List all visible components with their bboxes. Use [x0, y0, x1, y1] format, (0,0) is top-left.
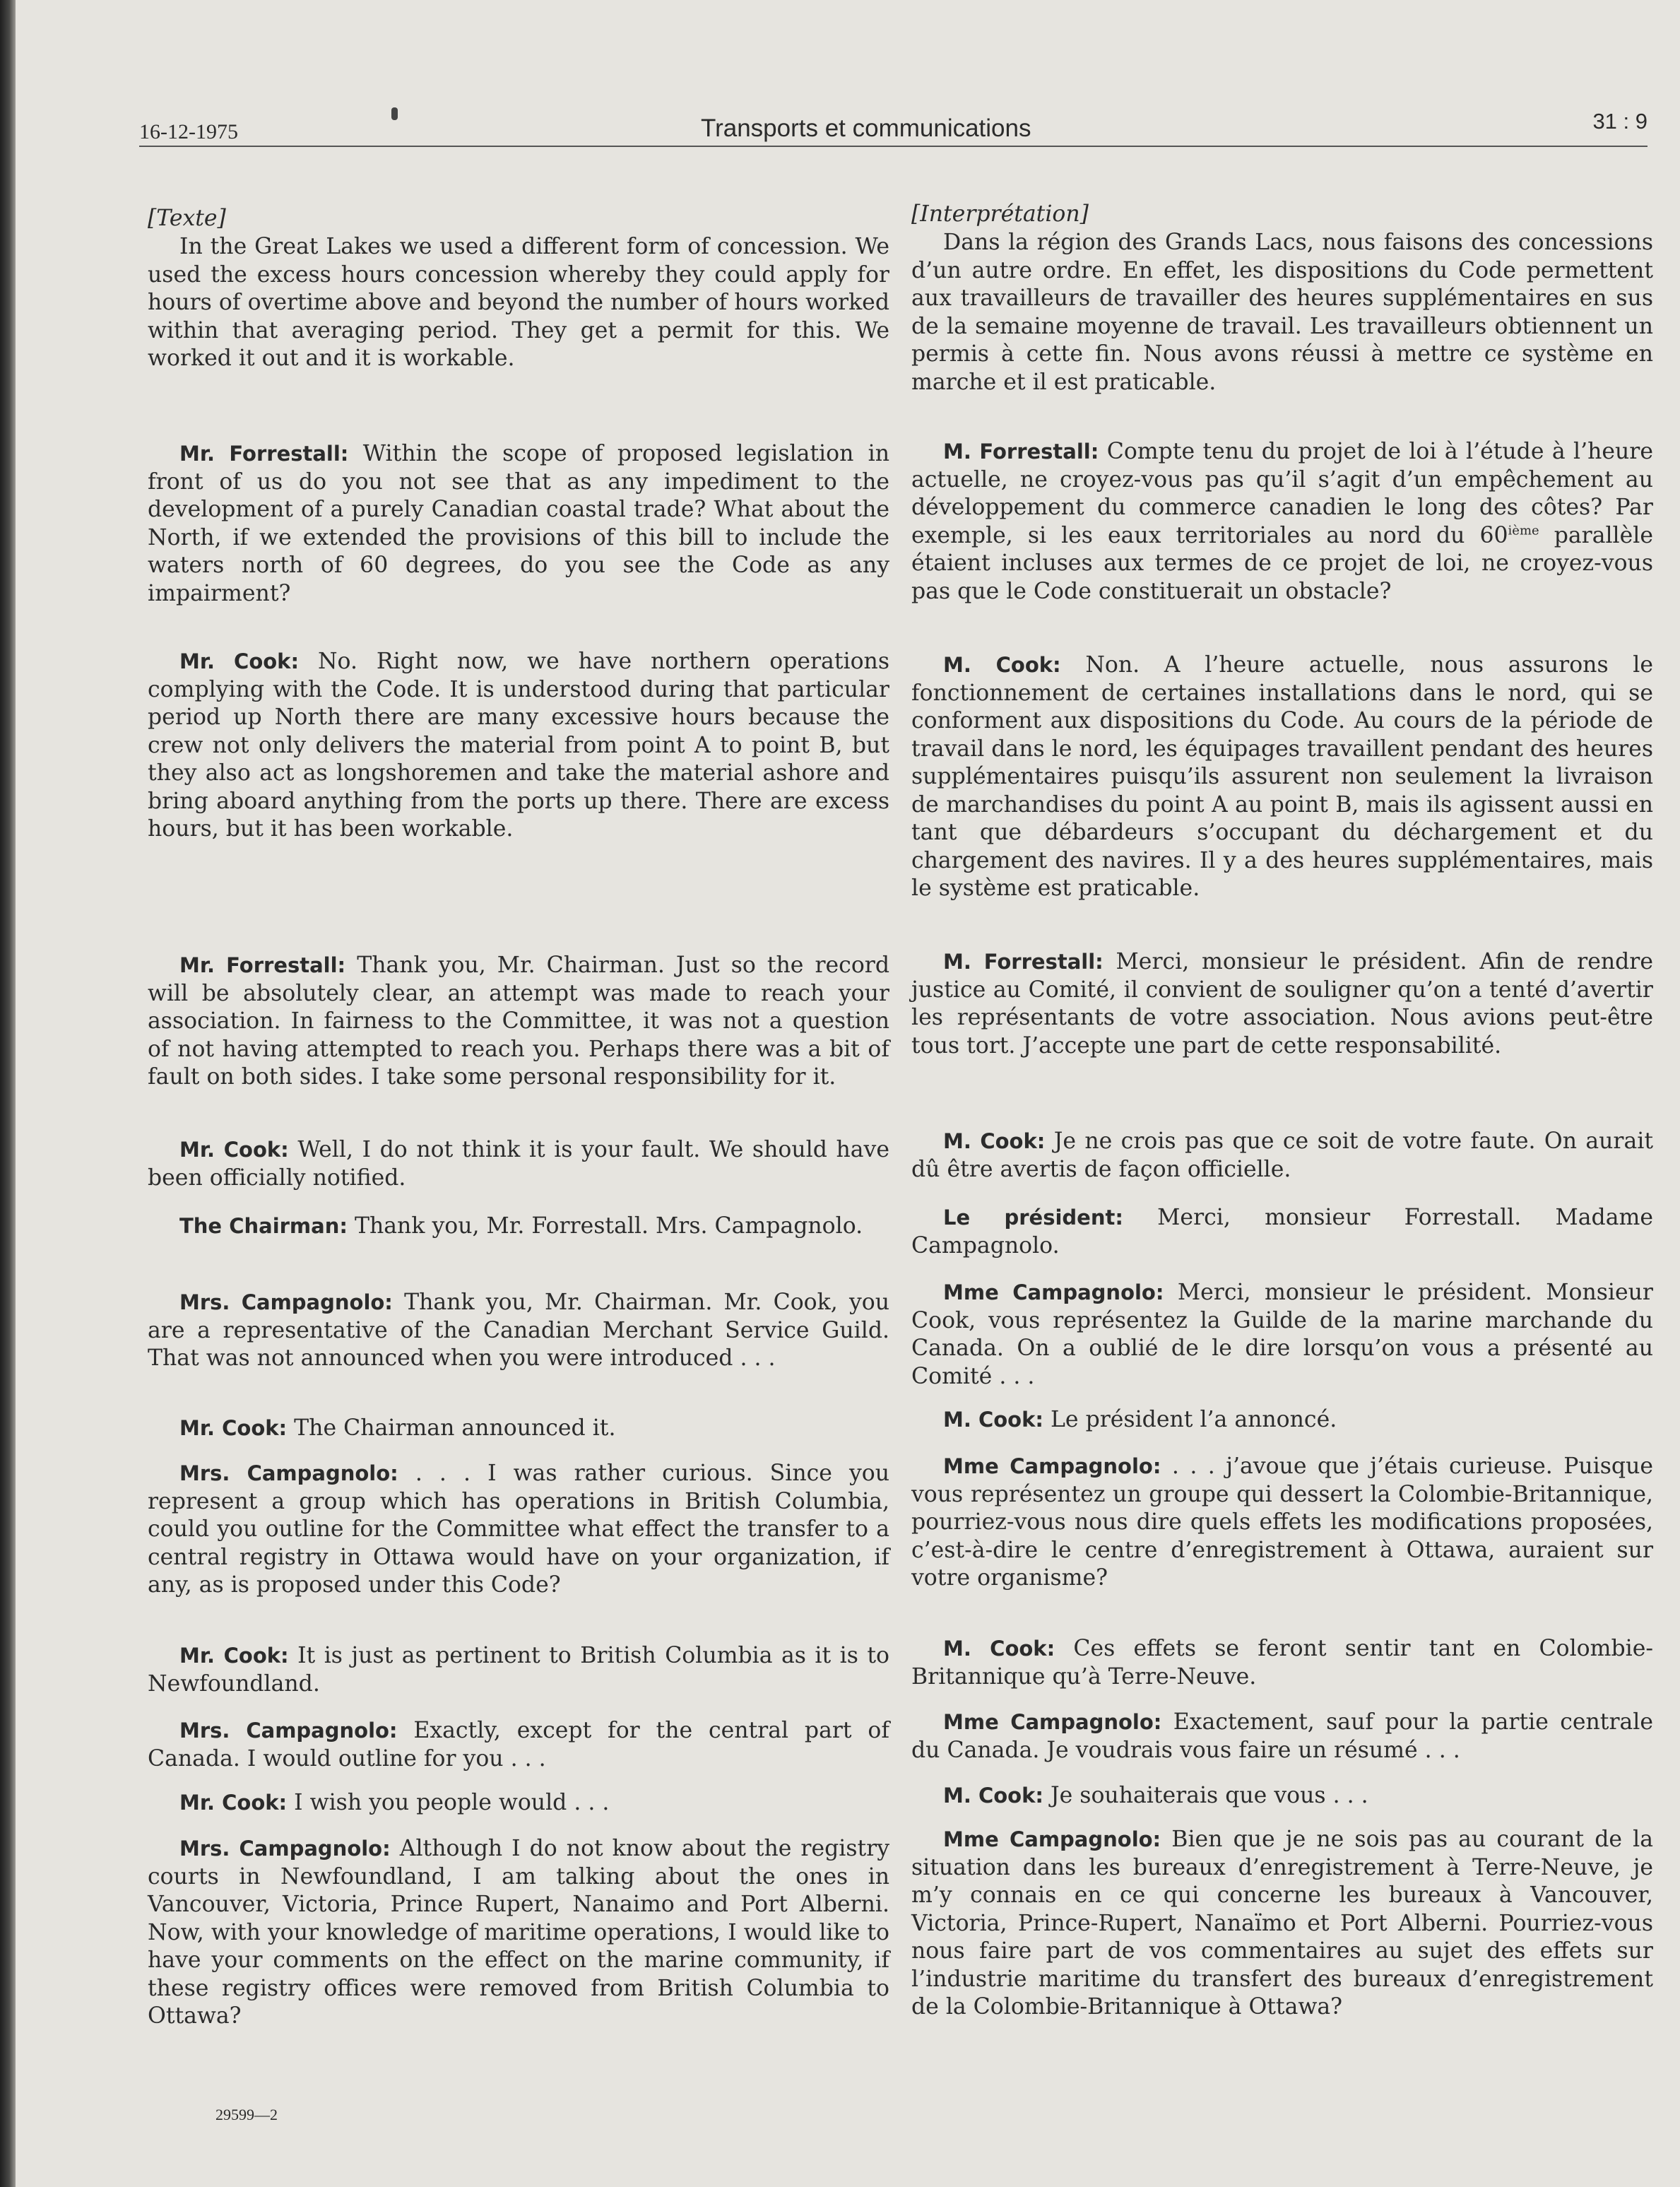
paragraph: [911, 1128, 1653, 1184]
paragraph-text: Je ne crois pas que ce soit de votre faute. On aurait dû être avertis de façon officielle.: [911, 1128, 1654, 1182]
speaker-name: Mrs. Campagnolo:: [179, 1290, 393, 1314]
paragraph: [148, 233, 889, 373]
speaker-name: Mr. Cook:: [179, 1644, 289, 1668]
speaker-name: Mr. Cook:: [179, 1791, 288, 1815]
paragraph: [148, 952, 889, 1092]
speaker-name: Mme Campagnolo:: [943, 1710, 1162, 1734]
paragraph-text: Exactly, except for the central part of Canada. I would outline for you . . .: [148, 1718, 889, 1772]
paragraph-text: Within the scope of proposed legislation in front of us do you not see that as any impediment to the development of a purely Canadian coastal trade? What about the North, if we extended the provisions of this bill to include the waters north of 60 degrees, do you see the Code as any impairment?: [148, 441, 890, 606]
speaker-name: Mr. Forrestall:: [179, 442, 349, 466]
header-date: 16-12-1975: [139, 120, 238, 143]
paragraph: [148, 648, 889, 844]
speaker-name: M. Forrestall:: [943, 440, 1099, 464]
header-title: Transports et communications: [701, 114, 1031, 142]
paragraph-text: It is just as pertinent to British Columbia as it is to Newfoundland.: [148, 1643, 889, 1697]
section-label-texte: [Texte]: [148, 206, 226, 231]
paragraph-text: Dans la région des Grands Lacs, nous faisons des concessions d’un autre ordre. En effet, les dispositions du Code permettent aux travailleurs de travailler des heures supplémentaires en sus de la semaine moyenne de travail. Les travailleurs obtiennent un permis à cette fin. Nous avons réussi à mettre ce système en marche et il est praticable.: [911, 230, 1653, 395]
paragraph: [148, 1136, 889, 1192]
paragraph-text: No. Right now, we have northern operations complying with the Code. It is understood during that particular period up North there are many excessive hours because the crew not only delivers the material from point A to point B, but they also act as longshoremen and take the material ashore and bring aboard anything from the ports up there. There are excess hours, but it has been workable.: [148, 649, 889, 842]
ordinal-superscript: ième: [1508, 523, 1539, 538]
paragraph-text: Ces effets se feront sentir tant en Colombie-Britannique qu’à Terre-Neuve.: [911, 1636, 1654, 1690]
speaker-name: Mrs. Campagnolo:: [179, 1719, 398, 1743]
paragraph: [911, 1406, 1653, 1434]
paragraph: [148, 1642, 889, 1698]
speaker-name: M. Cook:: [943, 1637, 1055, 1661]
paragraph-text: Exactement, sauf pour la partie centrale du Canada. Je voudrais vous faire un résumé . . .: [911, 1709, 1654, 1763]
paragraph: [148, 1835, 889, 2031]
paragraph-text: Bien que je ne sois pas au courant de la situation dans les bureaux d’enregistrement à Terre-Neuve, je m’y connais en ce qui concerne les bureaux à Vancouver, Victoria, Prince-Rupert, Nanaïmo et Port Alberni. Pourriez-vous nous faire part de vos commentaires au sujet des effets sur l’industrie maritime du transfert des bureaux d’enregistrement de la Colombie-Britannique à Ottawa?: [911, 1827, 1653, 2020]
speaker-name: Mrs. Campagnolo:: [179, 1837, 391, 1861]
speaker-name: Mr. Forrestall:: [179, 953, 346, 977]
paragraph: [148, 440, 889, 608]
speaker-name: Mme Campagnolo:: [943, 1280, 1164, 1304]
paragraph: [148, 1289, 889, 1373]
paragraph: [148, 1789, 889, 1817]
paragraph: [148, 1415, 889, 1443]
ink-mark: [391, 107, 398, 120]
paragraph-text: Thank you, Mr. Chairman. Just so the record will be absolutely clear, an attempt was made to reach your association. In fairness to the Committee, it was not a question of not having attempted to reach you. Perhaps there was a bit of fault on both sides. I take some personal responsibility for it.: [148, 953, 889, 1090]
paragraph: [911, 438, 1653, 606]
paragraph-text: Thank you, Mr. Chairman. Mr. Cook, you are a representative of the Canadian Merchant Service Guild. That was not announced when you were introduced . . .: [148, 1290, 889, 1371]
paragraph: [911, 1782, 1653, 1810]
speaker-name: M. Cook:: [943, 1129, 1046, 1153]
paragraph-text: Merci, monsieur le président. Afin de rendre justice au Comité, il convient de souligner qu’on a tenté d’avertir les représentants de votre association. Nous avions peut-être tous tort. J’accepte une part de cette responsabilité.: [911, 949, 1654, 1059]
paragraph: [911, 948, 1653, 1060]
paragraph-text: Thank you, Mr. Forrestall. Mrs. Campagnolo.: [354, 1213, 863, 1239]
paragraph-text: Merci, monsieur Forrestall. Madame Campagnolo.: [911, 1205, 1653, 1258]
paragraph-text: I wish you people would . . .: [294, 1790, 610, 1815]
paragraph-text: . . . I was rather curious. Since you represent a group which has operations in British Columbia, could you outline for the Committee what effect the transfer to a central registry in Ottawa would have on your organization, if any, as is proposed under this Code?: [148, 1461, 889, 1598]
paragraph-text: Je souhaiterais que vous . . .: [1051, 1783, 1368, 1808]
paragraph: [148, 1460, 889, 1600]
page: [16, 0, 1680, 2187]
paragraph: [911, 229, 1653, 396]
paragraph-text: In the Great Lakes we used a different form of concession. We used the excess hours concession whereby they could apply for hours of overtime above and beyond the number of hours worked within that averaging period. They get a permit for this. We worked it out and it is workable.: [148, 234, 889, 371]
scan-binding-edge: [0, 0, 16, 2187]
running-head: [139, 106, 1648, 147]
paragraph: [911, 1204, 1653, 1260]
paragraph-text-continued: parallèle étaient incluses aux termes de ce projet de loi, ne croyez-vous pas que le Code constituerait un obstacle?: [911, 522, 1653, 604]
paragraph: [911, 1709, 1653, 1764]
paragraph: [911, 1826, 1653, 2022]
speaker-name: M. Cook:: [943, 653, 1061, 677]
paragraph-text: Compte tenu du projet de loi à l’étude à l’heure actuelle, ne croyez-vous pas qu’il s’agit d’un empêchement au développement du commerce canadien le long des côtes? Par exemple, si les eaux territoriales au nord du 60: [911, 439, 1654, 548]
speaker-name: Mr. Cook:: [179, 1138, 289, 1162]
paragraph-text: Merci, monsieur le président. Monsieur Cook, vous représentez la Guilde de la marine marchande du Canada. On a oublié de le dire lorsqu’on vous a présenté au Comité . . .: [911, 1280, 1653, 1389]
paragraph-text: . . . j’avoue que j’étais curieuse. Puisque vous représentez un groupe qui dessert la Colombie-Britannique, pourriez-vous nous dire quels effets les modifications proposées, c’est-à-dire le centre d’enregistrement à Ottawa, auraient sur votre organisme?: [911, 1454, 1654, 1591]
speaker-name: Mr. Cook:: [179, 1416, 288, 1440]
paragraph-text: Le président l’a annoncé.: [1051, 1407, 1337, 1432]
paragraph-text: Well, I do not think it is your fault. We should have been officially notified.: [148, 1137, 889, 1191]
speaker-name: Mr. Cook:: [179, 649, 300, 673]
header-page-number: 31 : 9: [1592, 109, 1648, 134]
speaker-name: Mme Campagnolo:: [943, 1454, 1161, 1478]
paragraph: [148, 1213, 889, 1241]
paragraph: [911, 1279, 1653, 1391]
speaker-name: The Chairman:: [179, 1214, 348, 1238]
paragraph-text: The Chairman announced it.: [294, 1415, 616, 1441]
footer-print-code: 29599—2: [215, 2106, 278, 2123]
section-label-interpretation: [Interprétation]: [911, 201, 1089, 227]
speaker-name: M. Forrestall:: [943, 950, 1104, 974]
paragraph: [148, 1717, 889, 1773]
speaker-name: Mme Campagnolo:: [943, 1827, 1161, 1851]
speaker-name: M. Cook:: [943, 1408, 1043, 1432]
paragraph-text: Although I do not know about the registry courts in Newfoundland, I am talking about the ones in Vancouver, Victoria, Prince Rupert, Nanaimo and Port Alberni. Now, with your knowledge of maritime operations, I would like to have your comments on the effect on the marine community, if these registry offices were removed from British Columbia to Ottawa?: [148, 1836, 890, 2029]
paragraph: [911, 1635, 1653, 1691]
paragraph: [911, 652, 1653, 903]
paragraph-text: Non. A l’heure actuelle, nous assurons le fonctionnement de certaines installations dans le nord, qui se conforment aux dispositions du Code. Au cours de la période de travail dans le nord, les équipages travaillent pendant des heures supplémentaires puisqu’ils assurent non seulement la livraison de marchandises du point A au point B, mais ils agissent aussi en tant que débardeurs s’occupant du déchargement et du chargement des navires. Il y a des heures supplémentaires, mais le système est praticable.: [911, 652, 1654, 901]
speaker-name: Le président:: [943, 1205, 1123, 1230]
speaker-name: M. Cook:: [943, 1784, 1043, 1808]
paragraph: [911, 1453, 1653, 1593]
speaker-name: Mrs. Campagnolo:: [179, 1461, 398, 1485]
